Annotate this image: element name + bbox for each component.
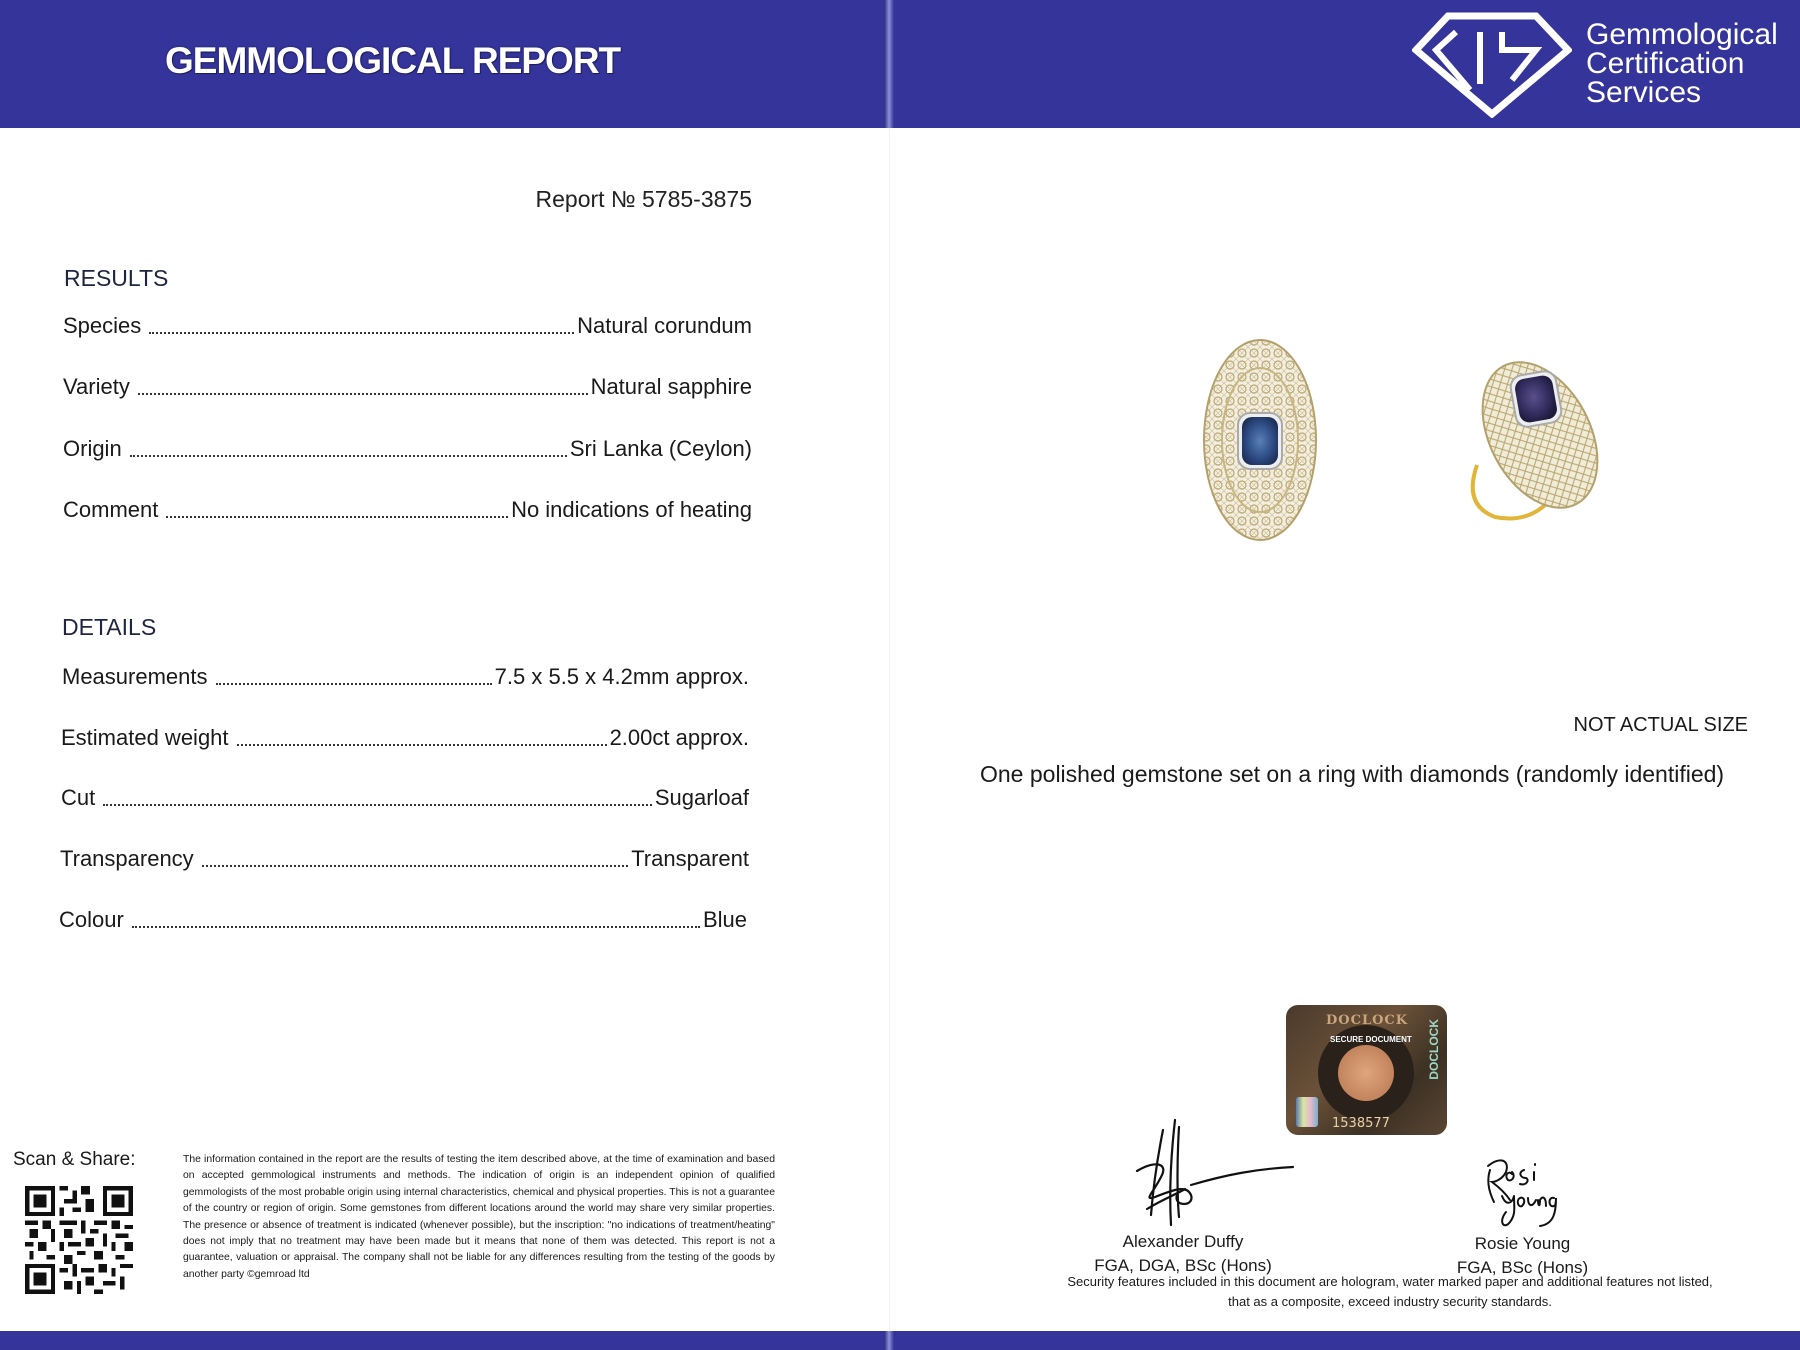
row-label: Cut [61, 785, 96, 810]
row-value: Sri Lanka (Ceylon) [569, 436, 752, 461]
result-row-origin [63, 432, 752, 462]
result-row-comment [63, 493, 752, 523]
results-heading: RESULTS [64, 265, 169, 291]
signatory-alexander-duffy [1088, 1230, 1278, 1278]
row-label: Colour [59, 907, 124, 932]
hologram-rainbow-icon [1296, 1097, 1318, 1127]
signatory-name: Rosie Young [1474, 1234, 1571, 1253]
dot-leader [216, 682, 492, 685]
scan-share-label: Scan & Share: [13, 1149, 136, 1170]
gcs-diamond-logo-icon [1412, 10, 1572, 118]
dot-leader [237, 743, 607, 746]
item-description: One polished gemstone set on a ring with diamonds (randomly identified) [980, 761, 1725, 787]
ring-front-view-image [1200, 335, 1320, 545]
result-row-species [63, 309, 752, 339]
row-value: 7.5 x 5.5 x 4.2mm approx. [494, 664, 749, 689]
row-label: Variety [63, 374, 130, 399]
result-row-variety [63, 370, 752, 400]
page-fold-highlight [884, 0, 894, 128]
row-value: 2.00ct approx. [609, 725, 749, 750]
page-fold-highlight-bottom [884, 1331, 894, 1350]
row-label: Transparency [60, 846, 194, 871]
dot-leader [132, 925, 700, 928]
qr-code-icon[interactable] [25, 1186, 133, 1294]
row-value: Transparent [631, 846, 749, 871]
row-label: Comment [63, 497, 159, 522]
row-value: Blue [702, 907, 747, 932]
row-value: Natural corundum [577, 313, 752, 338]
detail-row-transparency [60, 842, 749, 872]
dot-leader [103, 803, 652, 806]
signatory-credentials: FGA, BSc (Hons) [1456, 1258, 1589, 1277]
dot-leader [138, 392, 588, 395]
ring-side-view-image [1455, 355, 1615, 525]
row-value: Sugarloaf [654, 785, 749, 810]
row-label: Species [63, 313, 142, 338]
detail-row-cut [61, 781, 749, 811]
row-value: No indications of heating [511, 497, 752, 522]
detail-row-measurements [62, 660, 749, 690]
detail-row-estimated-weight [61, 721, 749, 751]
hologram-brand: DOCLOCK [1326, 1013, 1409, 1028]
details-heading: DETAILS [62, 614, 157, 640]
row-label: Estimated weight [61, 725, 229, 750]
dot-leader [149, 331, 574, 334]
signature-alexander-duffy [1135, 1115, 1295, 1230]
brand-name-line-2: Certification [1586, 47, 1745, 80]
page-fold-crease [889, 128, 890, 1331]
row-label: Origin [63, 436, 122, 461]
signatory-name: Alexander Duffy [1122, 1232, 1244, 1251]
row-value: Natural sapphire [590, 374, 752, 399]
padlock-icon [1338, 1045, 1394, 1101]
dot-leader [202, 864, 629, 867]
brand-name-line-3: Services [1586, 76, 1702, 109]
doclock-hologram-seal [1286, 1005, 1447, 1135]
signature-rosie-young [1480, 1150, 1570, 1235]
detail-row-colour [59, 903, 747, 933]
hologram-side-text: DOCLOCK [1427, 1019, 1441, 1080]
brand-name-line-1: Gemmological [1586, 18, 1778, 51]
not-actual-size-note: NOT ACTUAL SIZE [1573, 714, 1748, 736]
disclaimer-text: The information contained in the report are the results of testing the item described above, at the time of examination and based on accepted gemmological instruments and methods. The indication of origin is an independent opinion of qualified gemmologists of the most probable origin using internal characteristics, chemical and physical properties. This is not a guarantee of the country or region of origin. Some gemstones from different locations around the world may share very similar properties. The presence or absence of treatment is indicated (whenever possible), but the inscription: "no indications of treatment/heating" does not imply that no treatment may have been made but it means that none of them was detected. This report is not a guarantee, valuation or appraisal. The company shall not be liable for any differences resulting from the testing of the goods by another party ©gemroad ltd [183, 1154, 775, 1280]
hologram-serial: 1538577 [1332, 1116, 1390, 1131]
dot-leader [130, 454, 567, 457]
security-features-note: Security features included in this document are hologram, water marked paper and additional features not listed, that as a composite, exceed industry security standards. [1067, 1274, 1713, 1309]
signatory-credentials: FGA, DGA, BSc (Hons) [1094, 1256, 1272, 1275]
dot-leader [166, 515, 508, 518]
brand-name [1586, 20, 1778, 107]
row-label: Measurements [62, 664, 208, 689]
report-number: Report № 5785-3875 [535, 186, 752, 212]
hologram-caption: SECURE DOCUMENT [1330, 1035, 1412, 1044]
footer-band [0, 1331, 1800, 1350]
report-title: GEMMOLOGICAL REPORT [165, 40, 621, 81]
